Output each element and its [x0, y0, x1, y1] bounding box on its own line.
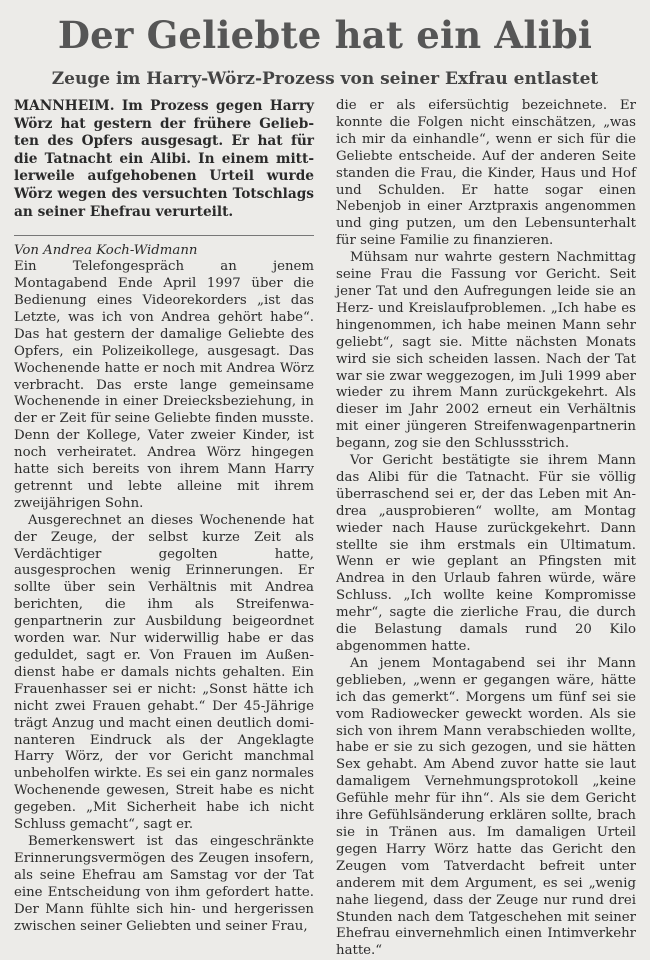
byline: Von Andrea Koch-Widmann: [14, 243, 198, 259]
body-paragraph: die er als eifersüchtig bezeichnete. Er konnte die Folgen nicht einschätzen, „was ich mir da einhandle“, wenn er sich für die Geliebte entscheide. Auf der anderen Seite standen die Frau, die Kinder, Haus und Hof und Schulden. Er hatte sogar einen Nebenjob in einer Arztpraxis angenommen und ging putzen, um den Lebensunterhalt für seine Familie zu finanzieren.: [336, 98, 636, 249]
body-paragraph: An jenem Montagabend sei ihr Mann geblieben, „wenn er gegangen wäre, hätte ich das gemerkt“. Morgens um fünf sei sie vom Radiowecker geweckt worden. Als sie sich von ihrem Mann verabschieden wollte, habe er sie zu sich gezogen, und sie hätten Sex gehabt. Am Abend zuvor hatte sie laut damaligem Vernehmungsprotokoll „keine Gefühle mehr für ihn“. Als sie dem Gericht ihre Gefühlsänderung erklären sollte, brach sie in Tränen aus. Im damaligen Urteil gegen Harry Wörz hatte das Gericht den Zeugen vom Tatverdacht befreit unter anderem mit dem Argument, es sei „wenig nahe liegend, dass der Zeuge nur rund drei Stunden nach dem Tatgeschehen mit seiner Ehefrau einvernehmlich einen Intimverkehr hatte.“: [336, 655, 636, 959]
article-columns: [14, 98, 636, 960]
byline-divider: [14, 235, 314, 236]
headline: Der Geliebte hat ein Alibi: [57, 13, 593, 57]
subheadline: Zeuge im Harry-Wörz-Prozess von seiner Exfrau entlastet: [51, 69, 599, 89]
lead-paragraph: MANNHEIM. Im Prozess gegen Harry Wörz hat gestern der frühere Geliebten des Opfers ausgesagt. Er hat für die Tatnacht ein Alibi. In einem mittlerweile aufgehobenen Urteil wurde Wörz wegen des versuchten Totschlags an seiner Ehefrau verurteilt.: [14, 98, 314, 220]
column-left: [14, 98, 314, 960]
body-paragraph: Bemerkenswert ist das eingeschränkte Erinnerungsvermögen des Zeugen insofern, als seine Ehefrau am Samstag vor der Tat eine Entscheidung von ihm gefordert hatte. Der Mann fühlte sich hin- und hergerissen zwischen seiner Geliebten und seiner Frau,: [14, 833, 314, 934]
body-paragraph: Vor Gericht bestätigte sie ihrem Mann das Alibi für die Tatnacht. Für sie völlig überraschend sei er, der das Leben mit Andrea „ausprobieren“ wollte, am Montag wieder nach Hause zurückgekehrt. Dann stellte sie ihm erstmals ein Ultimatum. Wenn er wie geplant an Pfingsten mit Andrea in den Urlaub fahren würde, wäre Schluss. „Ich wollte keine Kompromisse mehr“, sagte die zierliche Frau, die durch die Belastung damals rund 20 Kilo abgenommen hatte.: [336, 453, 636, 654]
body-paragraph: Mühsam nur wahrte gestern Nachmittag seine Frau die Fassung vor Gericht. Seit jener Tat und den Aufregungen leide sie an Herz- und Kreislaufproblemen. „Ich habe es hingenommen, ich habe meinen Mann sehr geliebt“, sagt sie. Mitte nächsten Monats wird sie sich scheiden lassen. Nach der Tat war sie zwar weggezogen, im Juli 1999 aber wieder zu ihrem Mann zurückgekehrt. Als dieser im Jahr 2002 erneut ein Verhältnis mit einer jüngeren Streifenwagenpartnerin begann, zog sie den Schlussstrich.: [336, 250, 636, 452]
body-paragraph: Ein Telefongespräch an jenem Montagabend Ende April 1997 über die Bedienung eines Videorekorders „ist das Letzte, was ich von Andrea gehört habe“. Das hat gestern der damalige Geliebte des Opfers, ein Polizeikollege, ausgesagt. Das Wochenende hatte er noch mit Andrea Wörz verbracht. Das erste lange gemeinsame Wochenende in einer Dreiecksbeziehung, in der er Zeit für seine Geliebte finden musste. Denn der Kollege, Vater zweier Kinder, ist noch verheiratet. Andrea Wörz hingegen hatte sich bereits von ihrem Mann Harry getrennt und lebte alleine mit ihrem zweijährigen Sohn.: [14, 259, 314, 511]
body-paragraph: Ausgerechnet an dieses Wochenende hat der Zeuge, der selbst kurze Zeit als Verdächtiger gegolten hatte, ausgesprochen wenig Erinnerungen. Er sollte über sein Verhältnis mit Andrea berichten, die ihm als Streifenwagenpartnerin zur Ausbildung beigeordnet worden war. Nur widerwillig habe er das geduldet, sagt er. Von Frauen im Außendienst habe er damals nichts gehalten. Ein Frauenhasser sei er nicht: „Sonst hätte ich nicht zwei Frauen gehabt.“ Der 45-Jährige trägt Anzug und macht einen deutlich dominanteren Eindruck als der Angeklagte Harry Wörz, der vor Gericht manchmal unbeholfen wirkte. Es sei ein ganz normales Wochenende gewesen, Streit habe es nicht gegeben. „Mit Sicherheit habe ich nicht Schluss gemacht“, sagt er.: [14, 512, 314, 833]
column-right: [336, 98, 636, 960]
